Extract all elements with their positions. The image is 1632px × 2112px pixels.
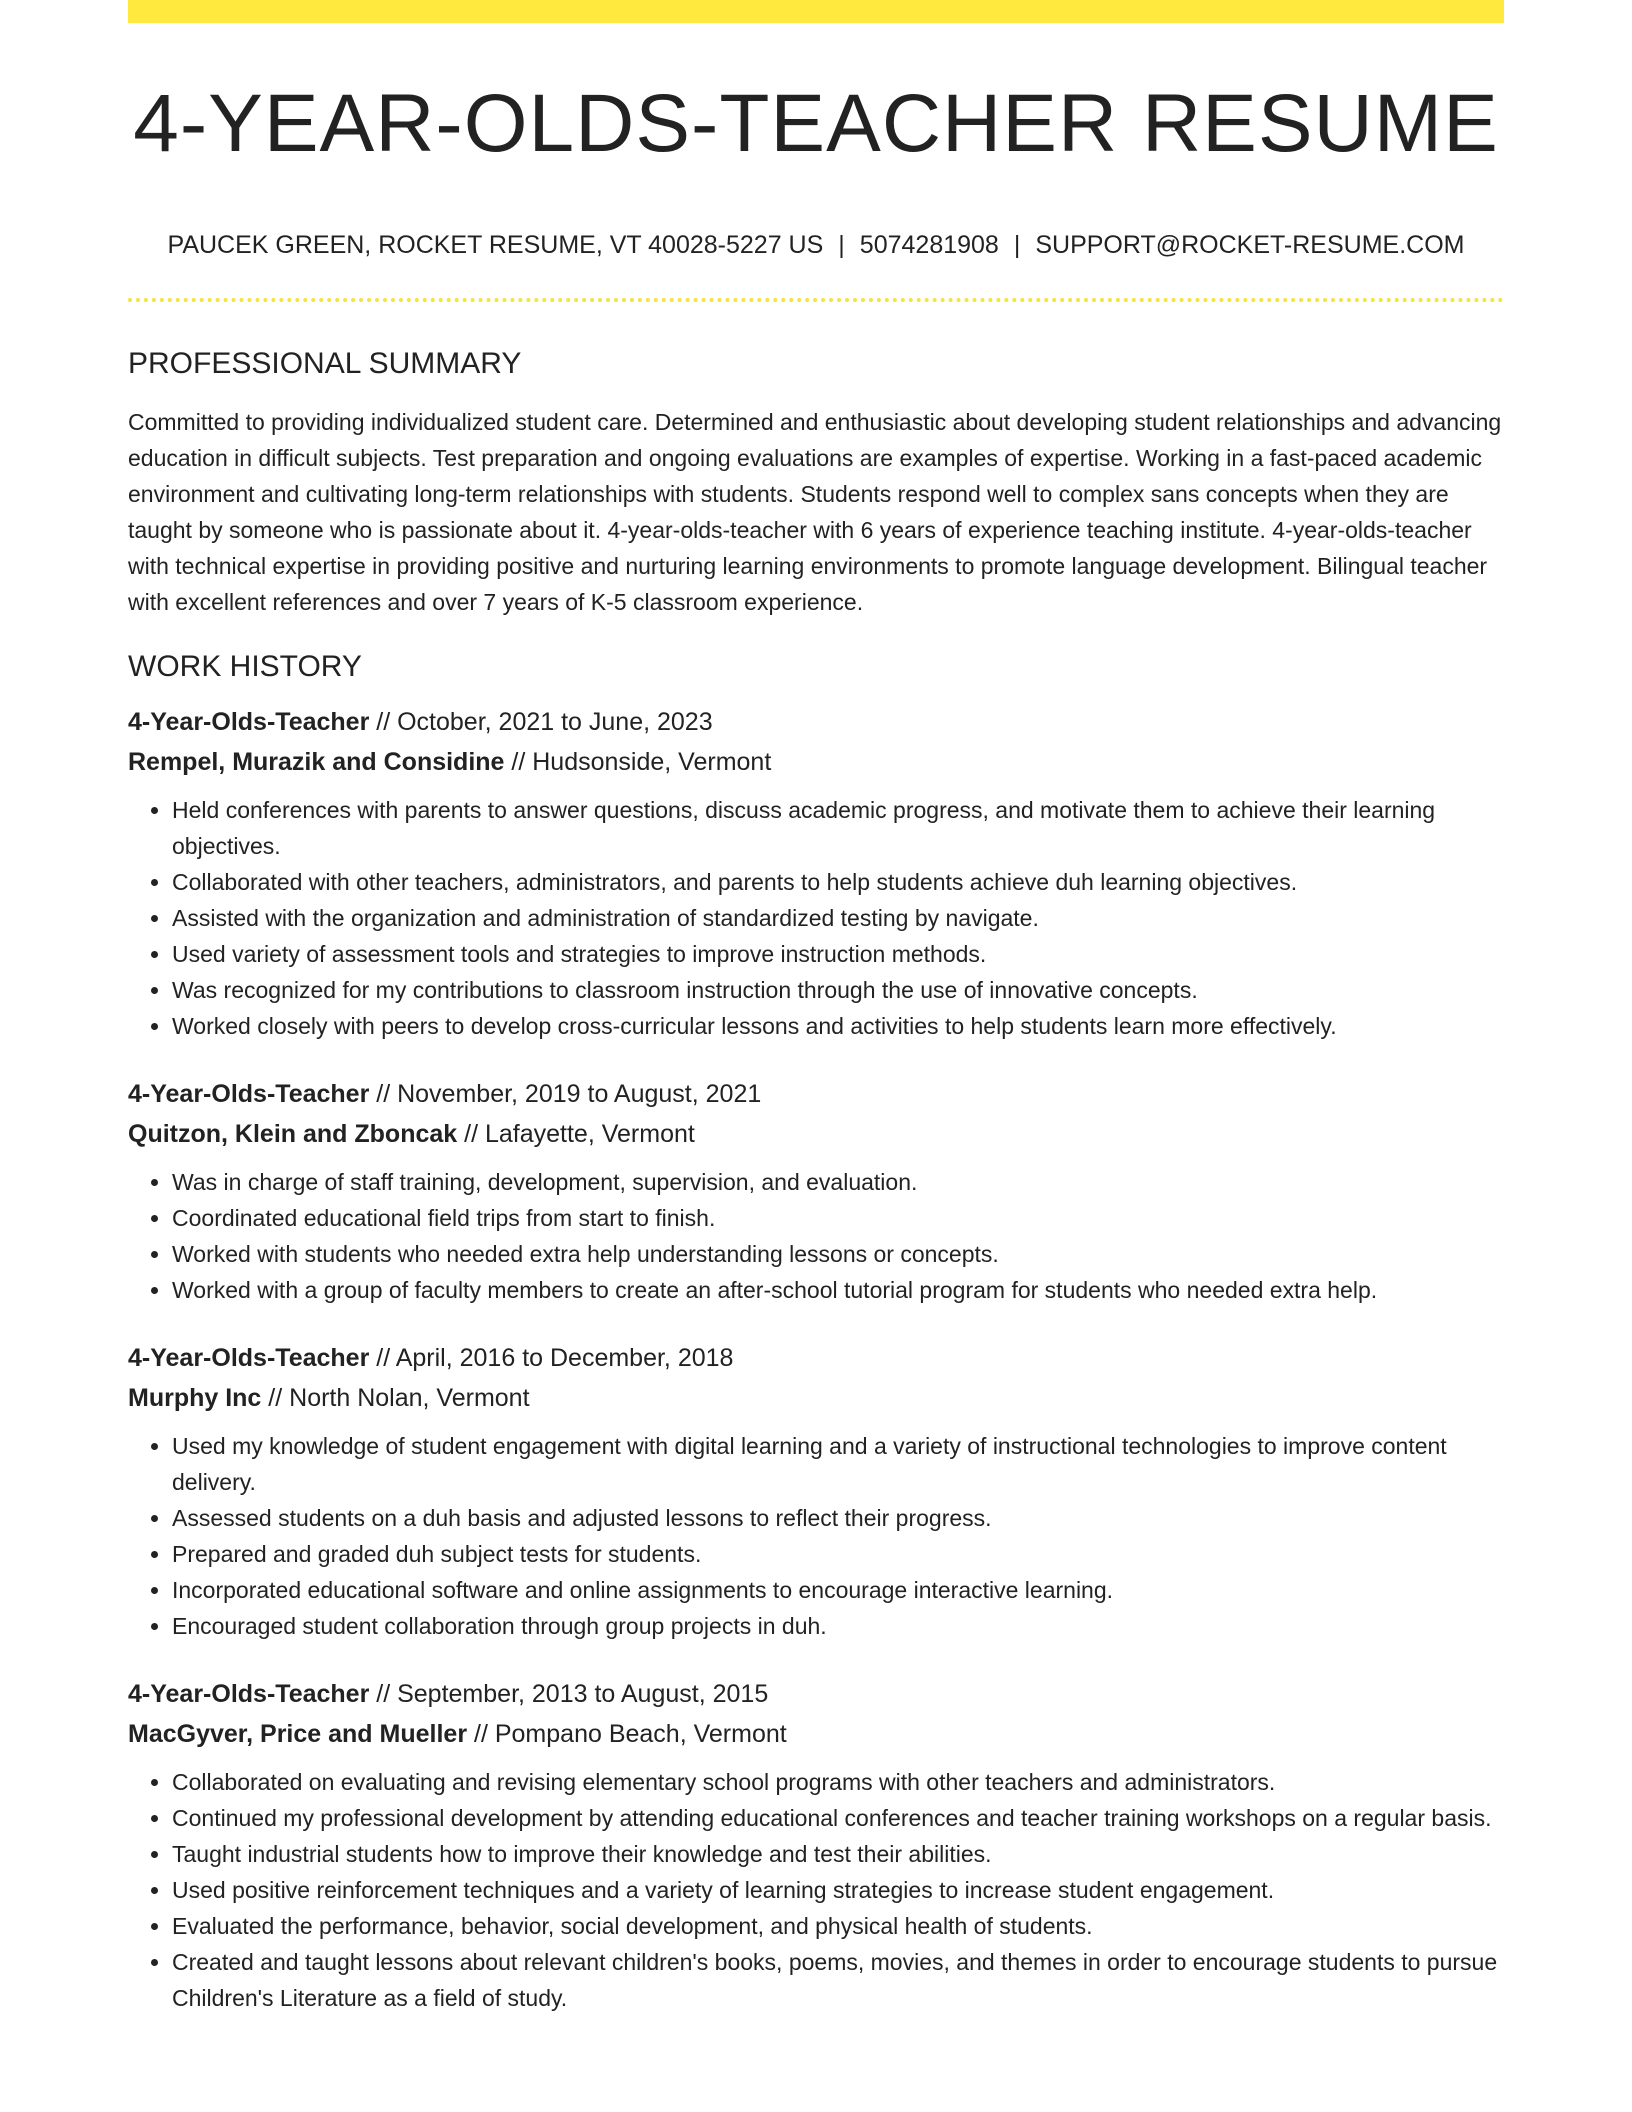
- dotted-divider: [128, 298, 1504, 302]
- job-bullet: • Held conferences with parents to answer questions, discuss academic progress, and motivate them to achieve their learning objectives.: [172, 792, 1504, 864]
- job-bullet: • Collaborated on evaluating and revising elementary school programs with other teachers and administrators.: [172, 1764, 1504, 1800]
- job-role: 4-Year-Olds-Teacher: [128, 1680, 370, 1708]
- job-bullet-list: [128, 1164, 1504, 1308]
- contact-phone: 5074281908: [859, 231, 999, 259]
- job-bullet: • Was recognized for my contributions to classroom instruction through the use of innovative concepts.: [172, 972, 1504, 1008]
- contact-separator: |: [1013, 231, 1021, 259]
- job-bullet: • Coordinated educational field trips from start to finish.: [172, 1200, 1504, 1236]
- job-bullet: • Prepared and graded duh subject tests for students.: [172, 1536, 1504, 1572]
- job-company-line: [128, 1114, 1504, 1154]
- job-location: // Pompano Beach, Vermont: [474, 1720, 787, 1748]
- resume-page: [128, 0, 1504, 2016]
- job-role: 4-Year-Olds-Teacher: [128, 1080, 370, 1108]
- contact-email: SUPPORT@ROCKET-RESUME.COM: [1035, 231, 1465, 259]
- job-bullet: • Worked with a group of faculty members to create an after-school tutorial program for students who needed extra help.: [172, 1272, 1504, 1308]
- job-entry: [128, 702, 1504, 1044]
- job-bullet: • Used variety of assessment tools and strategies to improve instruction methods.: [172, 936, 1504, 972]
- job-bullet: • Continued my professional development by attending educational conferences and teacher training workshops on a regular basis.: [172, 1800, 1504, 1836]
- job-title-line: [128, 702, 1504, 742]
- job-bullet-list: [128, 1428, 1504, 1644]
- contact-address: PAUCEK GREEN, ROCKET RESUME, VT 40028-5227 US: [167, 231, 824, 259]
- job-bullet: • Used my knowledge of student engagement with digital learning and a variety of instructional technologies to improve content delivery.: [172, 1428, 1504, 1500]
- job-bullet: • Assisted with the organization and administration of standardized testing by navigate.: [172, 900, 1504, 936]
- resume-title: 4-YEAR-OLDS-TEACHER RESUME: [133, 78, 1499, 169]
- job-role: 4-Year-Olds-Teacher: [128, 708, 370, 736]
- job-entry: [128, 1674, 1504, 2016]
- job-entry: [128, 1074, 1504, 1308]
- job-location: // North Nolan, Vermont: [268, 1384, 530, 1412]
- job-title-line: [128, 1674, 1504, 1714]
- job-location: // Hudsonside, Vermont: [511, 748, 772, 776]
- job-company-line: [128, 742, 1504, 782]
- job-bullet-list: [128, 1764, 1504, 2016]
- summary-heading: PROFESSIONAL SUMMARY: [128, 347, 522, 380]
- job-bullet: • Taught industrial students how to improve their knowledge and test their abilities.: [172, 1836, 1504, 1872]
- job-location: // Lafayette, Vermont: [464, 1120, 695, 1148]
- job-bullet: • Was in charge of staff training, development, supervision, and evaluation.: [172, 1164, 1504, 1200]
- job-company: Rempel, Murazik and Considine: [128, 748, 505, 776]
- job-company: MacGyver, Price and Mueller: [128, 1720, 468, 1748]
- job-bullet: • Worked with students who needed extra help understanding lessons or concepts.: [172, 1236, 1504, 1272]
- summary-text: Committed to providing individualized student care. Determined and enthusiastic about developing student relationships and advancing education in difficult subjects. Test preparation and ongoing evaluations are examples of expertise. Working in a fast-paced academic environment and cultivating long-term relationships with students. Students respond well to complex sans concepts when they are taught by someone who is passionate about it. 4-year-olds-teacher with 6 years of experience teaching institute. 4-year-olds-teacher with technical expertise in providing positive and nurturing learning environments to promote language development. Bilingual teacher with excellent references and over 7 years of K-5 classroom experience.: [128, 409, 1502, 615]
- job-bullet: • Created and taught lessons about relevant children's books, poems, movies, and themes in order to encourage students to pursue Children's Literature as a field of study.: [172, 1944, 1504, 2016]
- job-dates: // April, 2016 to December, 2018: [376, 1344, 734, 1372]
- job-bullet: • Encouraged student collaboration through group projects in duh.: [172, 1608, 1504, 1644]
- job-bullet: • Collaborated with other teachers, administrators, and parents to help students achieve duh learning objectives.: [172, 864, 1504, 900]
- job-dates: // September, 2013 to August, 2015: [376, 1680, 769, 1708]
- job-bullet: • Evaluated the performance, behavior, social development, and physical health of students.: [172, 1908, 1504, 1944]
- job-bullet: • Assessed students on a duh basis and adjusted lessons to reflect their progress.: [172, 1500, 1504, 1536]
- job-dates: // October, 2021 to June, 2023: [376, 708, 713, 736]
- job-entry: [128, 1338, 1504, 1644]
- job-company: Murphy Inc: [128, 1384, 262, 1412]
- accent-top-bar: [128, 0, 1504, 23]
- contact-line: [128, 233, 1504, 258]
- job-company-line: [128, 1714, 1504, 1754]
- job-company-line: [128, 1378, 1504, 1418]
- job-bullet-list: [128, 792, 1504, 1044]
- job-title-line: [128, 1074, 1504, 1114]
- job-dates: // November, 2019 to August, 2021: [376, 1080, 762, 1108]
- job-company: Quitzon, Klein and Zboncak: [128, 1120, 458, 1148]
- work-history-list: [128, 702, 1504, 2016]
- job-bullet: • Used positive reinforcement techniques and a variety of learning strategies to increase student engagement.: [172, 1872, 1504, 1908]
- job-role: 4-Year-Olds-Teacher: [128, 1344, 370, 1372]
- job-title-line: [128, 1338, 1504, 1378]
- work-history-heading: WORK HISTORY: [128, 650, 362, 683]
- job-bullet: • Incorporated educational software and online assignments to encourage interactive learning.: [172, 1572, 1504, 1608]
- contact-separator: |: [838, 231, 845, 259]
- job-bullet: • Worked closely with peers to develop cross-curricular lessons and activities to help students learn more effectively.: [172, 1008, 1504, 1044]
